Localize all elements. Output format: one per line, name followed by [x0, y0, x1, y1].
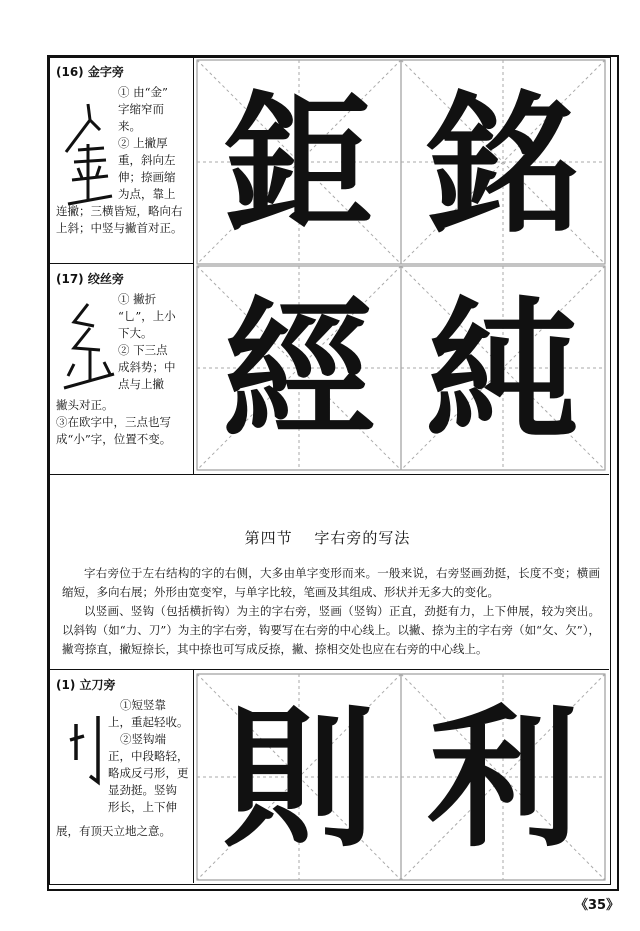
note-line: 显劲挺。竖钩 — [108, 783, 177, 797]
note-line: ② 上撇厚 — [118, 136, 168, 150]
note-metal-radical-lines — [118, 84, 190, 203]
row-divider-1 — [49, 263, 194, 264]
note-line: 展，有顶天立地之意。 — [56, 824, 171, 838]
note-knife-radical — [56, 677, 190, 694]
note-line: 重，斜向左 — [118, 153, 176, 167]
sample-silk-radical — [60, 300, 118, 394]
character-chun: 純 — [427, 281, 579, 460]
note-title: (17) 绞丝旁 — [56, 272, 124, 286]
note-line: ③在欧字中，三点也写 — [56, 415, 171, 429]
note-silk-radical-lines — [118, 291, 190, 393]
note-line: 成斜势；中 — [118, 360, 176, 374]
character-ming: 銘 — [427, 75, 579, 254]
note-line: 连撇；三横皆短，略向右 — [56, 204, 183, 218]
column-divider-top — [193, 57, 194, 474]
section-paragraph-2: 以竖画、竖钩（包括横折钩）为主的字右旁，竖画（竖钩）正直，劲挺有力，上下伸展，较为突出。以斜钩（如“力、刀”）为主的字右旁，钩要写在右旁的中心线上。以撇、捺为主的字右旁（如“攵、欠”），撇弯捺直，撇短捺长，其中捺也可写成反捺，撇、捺相交处也应在右旁的中心线上。 — [62, 604, 600, 656]
note-line: 下大。 — [118, 326, 153, 340]
column-divider-bottom — [193, 669, 194, 883]
note-line: 成“小”字，位置不变。 — [56, 432, 172, 446]
character-grid-bottom — [195, 672, 607, 882]
note-line: 为点，靠上 — [118, 187, 176, 201]
note-knife-radical-tail — [56, 823, 190, 840]
note-line: ② 下三点 — [118, 343, 168, 357]
section-title: 第四节 字右旁的写法 — [244, 529, 411, 547]
character-li: 利 — [427, 689, 579, 868]
note-line: “乚”，上小 — [118, 309, 176, 323]
page-number: 《35》 — [575, 898, 620, 913]
note-line: 撇头对正。 — [56, 398, 114, 412]
character-jing: 經 — [223, 281, 375, 460]
sample-metal-radical — [60, 100, 118, 219]
note-line: 形长，上下伸 — [108, 800, 177, 814]
note-title: (1) 立刀旁 — [56, 678, 116, 692]
section-paragraph-1: 字右旁位于左右结构的字的右侧，大多由单字变形而来。一般来说，右旁竖画劲挺，长度不变；横画缩短，多向右展；外形由宽变窄，与单字比较，笔画及其组成、形状并无多大的变化。 — [62, 566, 600, 599]
note-silk-radical — [56, 271, 190, 288]
note-line: ① 由“金” — [118, 85, 168, 99]
note-line: 正，中段略轻， — [108, 749, 189, 763]
note-metal-radical — [56, 64, 190, 81]
note-metal-radical-tail — [56, 203, 190, 237]
note-line: 略成反弓形，更 — [108, 766, 189, 780]
row-divider-2 — [49, 474, 609, 475]
note-line: 来。 — [118, 119, 141, 133]
character-grid-top — [195, 58, 607, 472]
character-ju: 鉅 — [223, 75, 375, 254]
sample-knife-radical — [62, 712, 112, 796]
note-line: ① 撇折 — [118, 292, 157, 306]
note-title: (16) 金字旁 — [56, 65, 124, 79]
note-line: 伸；捺画缩 — [118, 170, 176, 184]
note-line: 上，重起轻收。 — [108, 715, 189, 729]
character-ze: 則 — [223, 689, 375, 868]
note-line: 字缩窄而 — [118, 102, 164, 116]
note-line: 上斜；中竖与撇首对正。 — [56, 221, 183, 235]
note-line: ②竖钩端 — [120, 732, 166, 746]
note-silk-radical-tail — [56, 397, 190, 448]
row-divider-3 — [49, 669, 609, 670]
note-line: 点与上撇 — [118, 377, 164, 391]
note-line: ①短竖靠 — [120, 698, 166, 712]
note-knife-radical-lines — [108, 697, 192, 816]
